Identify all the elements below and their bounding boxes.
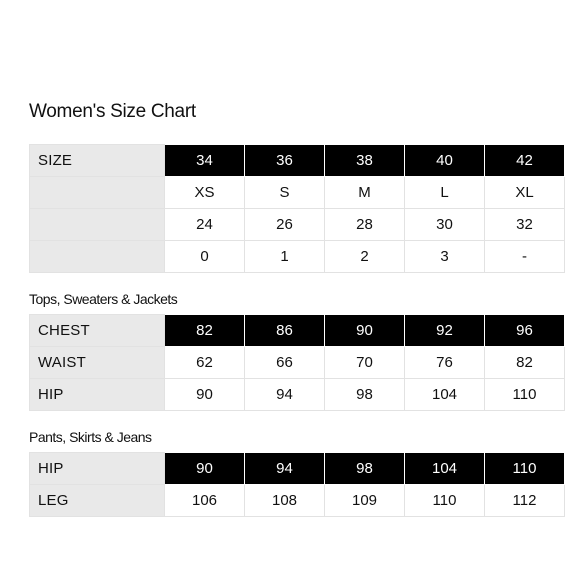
table-cell: 42 (485, 145, 565, 177)
table-row (30, 145, 565, 177)
row-label: HIP (30, 379, 165, 411)
table-cell: 3 (405, 241, 485, 273)
table-cell: XL (485, 177, 565, 209)
table-cell: 92 (405, 315, 485, 347)
row-label: CHEST (30, 315, 165, 347)
table-cell: M (325, 177, 405, 209)
pants-table (29, 452, 565, 517)
row-label (30, 177, 165, 209)
table-cell: 90 (165, 379, 245, 411)
table-cell: 94 (245, 379, 325, 411)
table-cell: 110 (405, 485, 485, 517)
table-cell: 62 (165, 347, 245, 379)
table-cell: 110 (485, 379, 565, 411)
table-cell: 70 (325, 347, 405, 379)
table-cell: 106 (165, 485, 245, 517)
table-cell: 94 (245, 453, 325, 485)
table-cell: 82 (165, 315, 245, 347)
table-cell: 109 (325, 485, 405, 517)
pants-section-title: Pants, Skirts & Jeans (29, 429, 152, 445)
size-table (29, 144, 565, 273)
table-cell: 30 (405, 209, 485, 241)
table-cell: 96 (485, 315, 565, 347)
table-cell: XS (165, 177, 245, 209)
table-cell: 66 (245, 347, 325, 379)
table-cell: 34 (165, 145, 245, 177)
table-row (30, 379, 565, 411)
table-row (30, 485, 565, 517)
row-label (30, 241, 165, 273)
row-label (30, 209, 165, 241)
table-row (30, 347, 565, 379)
table-row (30, 315, 565, 347)
page-title: Women's Size Chart (29, 101, 196, 122)
table-cell: 2 (325, 241, 405, 273)
table-cell: 108 (245, 485, 325, 517)
table-row (30, 241, 565, 273)
table-cell: 98 (325, 379, 405, 411)
table-cell: S (245, 177, 325, 209)
row-label: SIZE (30, 145, 165, 177)
table-row (30, 453, 565, 485)
table-cell: 104 (405, 453, 485, 485)
table-cell: 112 (485, 485, 565, 517)
table-cell: 104 (405, 379, 485, 411)
table-cell: L (405, 177, 485, 209)
table-row (30, 209, 565, 241)
table-cell: 82 (485, 347, 565, 379)
tops-table (29, 314, 565, 411)
table-cell: 110 (485, 453, 565, 485)
table-cell: 36 (245, 145, 325, 177)
row-label: WAIST (30, 347, 165, 379)
row-label: HIP (30, 453, 165, 485)
table-cell: 32 (485, 209, 565, 241)
table-cell: 1 (245, 241, 325, 273)
table-cell: 90 (325, 315, 405, 347)
table-cell: - (485, 241, 565, 273)
tops-section-title: Tops, Sweaters & Jackets (29, 291, 178, 307)
table-cell: 26 (245, 209, 325, 241)
row-label: LEG (30, 485, 165, 517)
table-cell: 0 (165, 241, 245, 273)
table-cell: 86 (245, 315, 325, 347)
table-cell: 76 (405, 347, 485, 379)
table-cell: 24 (165, 209, 245, 241)
table-cell: 40 (405, 145, 485, 177)
table-row (30, 177, 565, 209)
table-cell: 28 (325, 209, 405, 241)
table-cell: 38 (325, 145, 405, 177)
table-cell: 98 (325, 453, 405, 485)
table-cell: 90 (165, 453, 245, 485)
